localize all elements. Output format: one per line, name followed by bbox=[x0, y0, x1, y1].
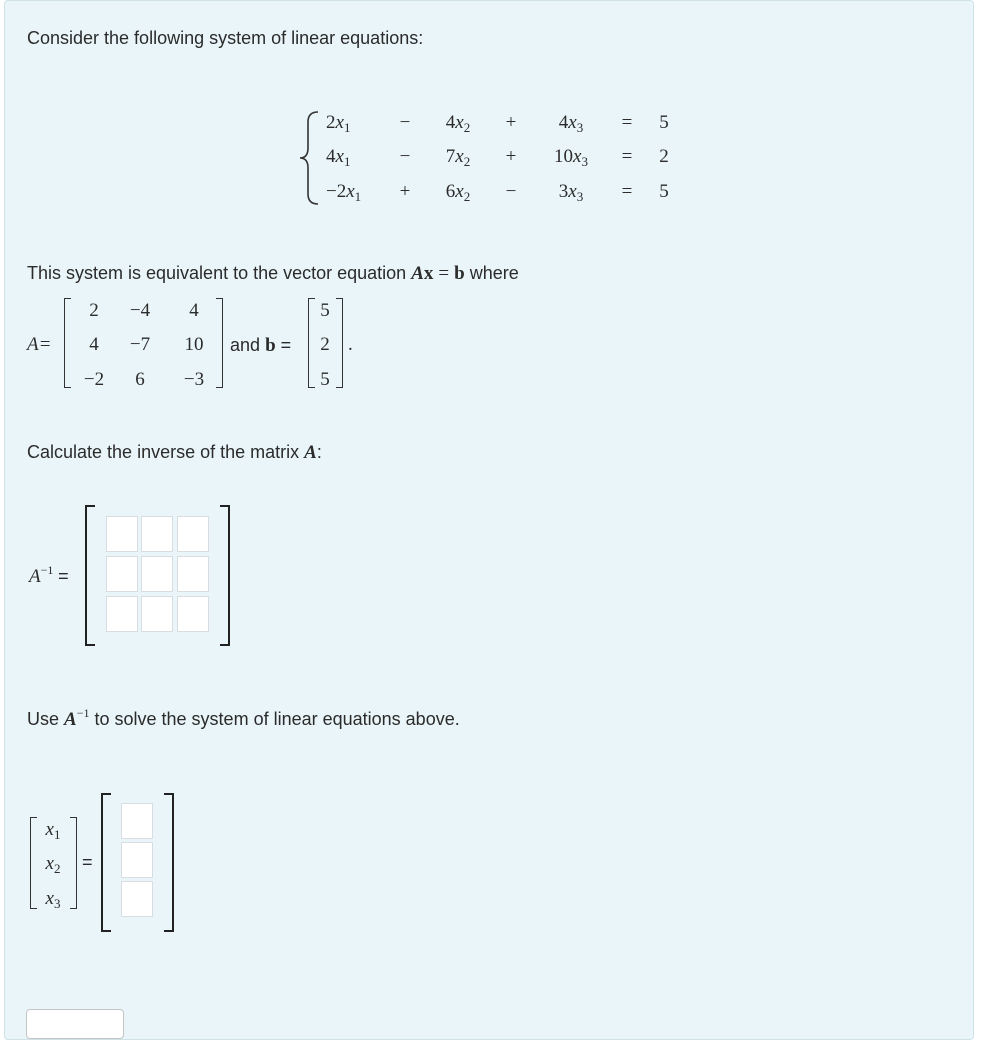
term-coefficient: = bbox=[621, 112, 633, 133]
solution-var-letter: x bbox=[45, 888, 54, 909]
solution-vars-right-bracket bbox=[70, 817, 77, 909]
inverse-entry-input[interactable] bbox=[106, 556, 138, 592]
solution-var-index: 3 bbox=[53, 896, 61, 911]
term-coefficient: 10 bbox=[554, 146, 574, 167]
term-subscript: 1 bbox=[354, 189, 362, 204]
inverse-prompt bbox=[27, 442, 322, 464]
and-b-eq: = bbox=[280, 335, 292, 355]
and-b-symbol: b bbox=[265, 335, 276, 356]
sentence-suffix: where bbox=[464, 263, 519, 283]
solve-prompt-sup: −1 bbox=[76, 706, 90, 720]
inverse-prompt-A: A bbox=[304, 442, 317, 463]
equation-term bbox=[496, 112, 526, 134]
term-variable: x bbox=[346, 181, 355, 202]
A-label-text: A= bbox=[27, 334, 52, 355]
term-coefficient: = bbox=[621, 181, 633, 202]
solution-entry-input[interactable] bbox=[121, 842, 153, 878]
inverse-prompt-text: Calculate the inverse of the matrix bbox=[27, 442, 305, 462]
term-coefficient: 7 bbox=[445, 146, 456, 167]
and-text: and bbox=[230, 335, 261, 355]
matrix-A-right-bracket bbox=[216, 298, 223, 388]
term-subscript: 1 bbox=[343, 154, 351, 169]
matrix-A-entry: 6 bbox=[135, 369, 145, 390]
solve-prompt-A: A bbox=[64, 709, 77, 730]
equation-term bbox=[496, 181, 526, 203]
equation-term bbox=[390, 181, 420, 203]
term-subscript: 3 bbox=[576, 189, 584, 204]
term-coefficient: + bbox=[505, 112, 517, 133]
vector-equation-sentence bbox=[27, 263, 519, 285]
sentence-A: A bbox=[411, 263, 424, 284]
equation-term bbox=[536, 146, 606, 168]
equation-term bbox=[612, 146, 642, 168]
equation-term bbox=[428, 146, 488, 168]
term-variable: x bbox=[455, 181, 464, 202]
term-coefficient: −2 bbox=[326, 181, 347, 202]
term-variable: x bbox=[568, 181, 577, 202]
inverse-entry-input[interactable] bbox=[177, 596, 209, 632]
term-coefficient: 4 bbox=[445, 112, 456, 133]
solution-entry-input[interactable] bbox=[121, 803, 153, 839]
inverse-label-sup: −1 bbox=[40, 563, 54, 577]
inverse-label bbox=[29, 563, 69, 588]
sentence-x: x bbox=[423, 263, 434, 284]
solve-prompt-post: to solve the system of linear equations above. bbox=[94, 709, 460, 729]
solution-var-letter: x bbox=[45, 853, 54, 874]
solution-right-bracket bbox=[164, 793, 174, 932]
term-variable: x bbox=[568, 112, 577, 133]
vector-b-entry: 5 bbox=[320, 300, 330, 321]
equation-term bbox=[652, 146, 676, 168]
solve-prompt bbox=[27, 706, 460, 731]
inverse-label-A: A bbox=[29, 566, 41, 587]
solution-var-index: 2 bbox=[53, 861, 61, 876]
solution-entry-input[interactable] bbox=[121, 881, 153, 917]
sentence-b: b bbox=[454, 263, 465, 284]
vector-b-entry: 2 bbox=[320, 334, 330, 355]
inverse-label-eq: = bbox=[58, 566, 69, 586]
equation-term bbox=[652, 112, 676, 134]
sentence-prefix: This system is equivalent to the vector equation bbox=[27, 263, 412, 283]
inverse-entry-input[interactable] bbox=[177, 516, 209, 552]
matrix-A-entry: −7 bbox=[129, 334, 151, 355]
equation-term bbox=[326, 181, 382, 203]
equation-term bbox=[536, 181, 606, 203]
inverse-entry-input[interactable] bbox=[106, 516, 138, 552]
term-variable: x bbox=[455, 146, 464, 167]
submit-button[interactable] bbox=[26, 1009, 124, 1039]
equation-term bbox=[428, 112, 488, 134]
term-variable: x bbox=[455, 112, 464, 133]
equation-term bbox=[326, 146, 382, 168]
vector-b-right-bracket bbox=[336, 298, 343, 388]
matrix-A-entry: −4 bbox=[129, 300, 151, 321]
inverse-prompt-colon: : bbox=[316, 442, 322, 462]
inverse-entry-input[interactable] bbox=[141, 596, 173, 632]
solution-vars-left-bracket bbox=[30, 817, 37, 909]
term-coefficient: 5 bbox=[659, 181, 669, 202]
vector-b-entry: 5 bbox=[320, 369, 330, 390]
equation-term bbox=[390, 112, 420, 134]
matrix-A-entry: 4 bbox=[89, 334, 99, 355]
solution-variable bbox=[38, 853, 68, 875]
term-coefficient: 2 bbox=[326, 112, 336, 133]
inverse-entry-input[interactable] bbox=[177, 556, 209, 592]
term-coefficient: 6 bbox=[445, 181, 456, 202]
solution-variable bbox=[38, 888, 68, 910]
term-coefficient: 3 bbox=[558, 181, 569, 202]
inverse-right-bracket bbox=[220, 505, 230, 646]
period: . bbox=[348, 334, 353, 355]
matrix-A-entry: 10 bbox=[184, 334, 204, 355]
solution-var-letter: x bbox=[45, 819, 54, 840]
inverse-left-bracket bbox=[85, 505, 95, 646]
equation-term bbox=[612, 181, 642, 203]
term-variable: x bbox=[335, 146, 344, 167]
term-coefficient: − bbox=[399, 146, 411, 167]
term-coefficient: + bbox=[399, 181, 411, 202]
and-b-label bbox=[230, 335, 291, 357]
term-coefficient: = bbox=[621, 146, 633, 167]
term-subscript: 3 bbox=[576, 120, 584, 135]
solution-left-bracket bbox=[101, 793, 111, 932]
term-coefficient: 4 bbox=[326, 146, 336, 167]
intro-text: Consider the following system of linear equations: bbox=[27, 28, 424, 48]
equation-term bbox=[652, 181, 676, 203]
matrix-A-left-bracket bbox=[64, 298, 71, 388]
system-brace bbox=[296, 108, 326, 208]
equation-term bbox=[496, 146, 526, 168]
matrix-A-entry: −3 bbox=[183, 369, 205, 390]
term-subscript: 2 bbox=[463, 154, 471, 169]
equation-term bbox=[428, 181, 488, 203]
inverse-entry-input[interactable] bbox=[106, 596, 138, 632]
term-subscript: 1 bbox=[343, 120, 351, 135]
inverse-entry-input[interactable] bbox=[141, 516, 173, 552]
solve-prompt-pre: Use bbox=[27, 709, 65, 729]
term-subscript: 3 bbox=[581, 154, 588, 169]
matrix-A-entry: 4 bbox=[189, 300, 199, 321]
term-subscript: 2 bbox=[463, 120, 471, 135]
term-coefficient: 2 bbox=[659, 146, 669, 167]
matrix-A-label bbox=[27, 334, 51, 356]
solution-var-index: 1 bbox=[53, 827, 61, 842]
term-subscript: 2 bbox=[463, 189, 471, 204]
sentence-eq: = bbox=[438, 263, 450, 284]
solution-eq: = bbox=[82, 852, 93, 872]
term-coefficient: 4 bbox=[558, 112, 569, 133]
equation-term bbox=[326, 112, 382, 134]
matrix-A-entry: 2 bbox=[89, 300, 99, 321]
term-coefficient: − bbox=[505, 181, 517, 202]
term-variable: x bbox=[573, 146, 582, 167]
term-coefficient: − bbox=[399, 112, 411, 133]
equation-term bbox=[536, 112, 606, 134]
equation-term bbox=[390, 146, 420, 168]
term-variable: x bbox=[335, 112, 344, 133]
equation-term bbox=[612, 112, 642, 134]
term-coefficient: + bbox=[505, 146, 517, 167]
inverse-entry-input[interactable] bbox=[141, 556, 173, 592]
solution-variable bbox=[38, 819, 68, 841]
matrix-A-entry: −2 bbox=[83, 369, 105, 390]
term-coefficient: 5 bbox=[659, 112, 669, 133]
